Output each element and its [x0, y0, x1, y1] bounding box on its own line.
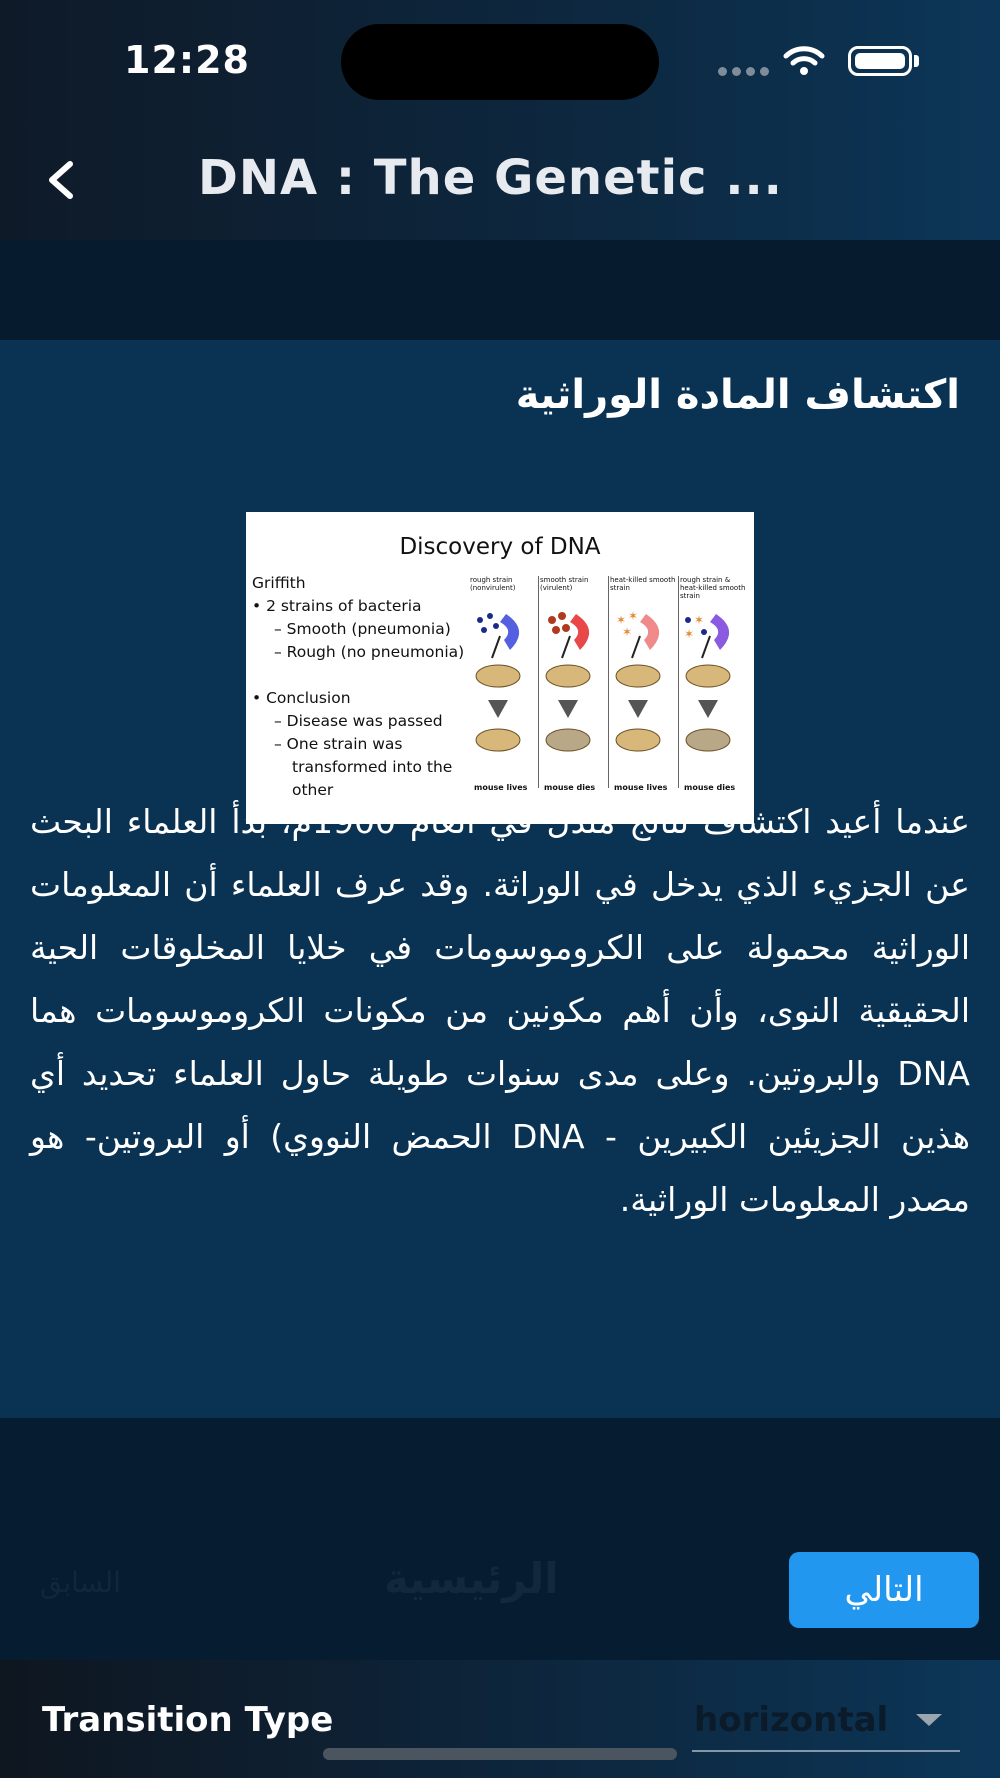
figure-bullet: Griffith [252, 574, 306, 592]
page-title: DNA : The Genetic ... [198, 150, 783, 206]
lesson-figure [246, 512, 754, 824]
section-heading: اكتشاف المادة الوراثية [515, 372, 960, 418]
lesson-footer [0, 1418, 1000, 1660]
cellular-signal-icon [718, 67, 769, 76]
chevron-down-icon [916, 1714, 942, 1726]
figure-bullet [252, 664, 464, 687]
experiment-column [680, 576, 750, 792]
figure-bullet: – Disease was passed [274, 712, 443, 730]
figure-title: Discovery of DNA [399, 534, 601, 560]
battery-nub [914, 55, 919, 67]
header-spacer [0, 240, 1000, 340]
figure-bullet: other [292, 781, 334, 799]
experiment-column [540, 576, 610, 792]
figure-bullets [252, 572, 464, 802]
next-button[interactable]: التالي [789, 1552, 979, 1628]
column-divider [608, 576, 609, 788]
mixed-bacteria-illustration [680, 610, 750, 770]
transition-type-value: horizontal [694, 1700, 889, 1740]
figure-bullet: – One strain was [274, 735, 403, 753]
column-header: heat-killed smooth strain [610, 576, 676, 592]
svg-text:✶: ✶ [628, 610, 639, 623]
column-footer: mouse lives [474, 783, 528, 792]
figure-bullet: • Conclusion [252, 689, 351, 707]
experiment-column [610, 576, 680, 792]
experiment-column [470, 576, 540, 792]
chevron-left-icon [30, 150, 90, 210]
figure-bullet: transformed into the [292, 758, 453, 776]
column-footer: mouse lives [614, 783, 668, 792]
experiment-columns [470, 576, 750, 792]
lesson-paragraph: عندما أعيد اكتشاف نتائج مندل في العام 1900م، بدأ العلماء البحث عن الجزيء الذي يدخل في الوراثة. وقد عرف العلماء أن المعلومات الوراثية محمولة على الكروموسومات في خلايا المخلوقات الحية الحقيقية النوى، وأن أهم مكونين من مكونات الكروموسومات هما DNA والبروتين. وعلى مدى سنوات طويلة حاول العلماء تحديد أي هذين الجزيئين الكبيرين - DNA الحمض النووي) أو البروتين- هو مصدر المعلومات الوراثية. [30, 802, 970, 1219]
back-button[interactable] [30, 150, 90, 210]
status-time: 12:28 [124, 38, 250, 82]
figure-bullet: – Rough (no pneumonia) [274, 643, 465, 661]
column-header: smooth strain (virulent) [540, 576, 589, 592]
column-footer: mouse dies [544, 783, 596, 792]
svg-text:✶: ✶ [616, 613, 627, 627]
dynamic-island [341, 24, 659, 100]
rough-bacteria-illustration [470, 610, 540, 770]
nav-bar [0, 120, 1000, 240]
transition-type-select[interactable] [692, 1682, 960, 1752]
figure-bullet: – Smooth (pneumonia) [274, 620, 451, 638]
lesson-content [0, 340, 1000, 1418]
column-divider [538, 576, 539, 788]
svg-text:✶: ✶ [694, 613, 705, 627]
column-header: rough strain & heat-killed smooth strain [680, 576, 746, 600]
svg-text:✶: ✶ [622, 625, 633, 639]
previous-button[interactable]: السابق [40, 1566, 121, 1599]
heat-killed-bacteria-illustration [610, 610, 680, 770]
column-divider [678, 576, 679, 788]
wifi-icon [782, 44, 826, 76]
transition-type-label: Transition Type [42, 1700, 334, 1740]
home-button[interactable]: الرئيسية [384, 1554, 559, 1603]
smooth-bacteria-illustration [540, 610, 610, 770]
battery-icon [848, 46, 912, 76]
column-header: rough strain (nonvirulent) [470, 576, 516, 592]
figure-bullet: • 2 strains of bacteria [252, 597, 422, 615]
svg-text:✶: ✶ [684, 627, 695, 641]
transition-bar [0, 1660, 1000, 1778]
home-indicator[interactable] [323, 1748, 677, 1760]
column-footer: mouse dies [684, 783, 736, 792]
status-bar [0, 0, 1000, 120]
